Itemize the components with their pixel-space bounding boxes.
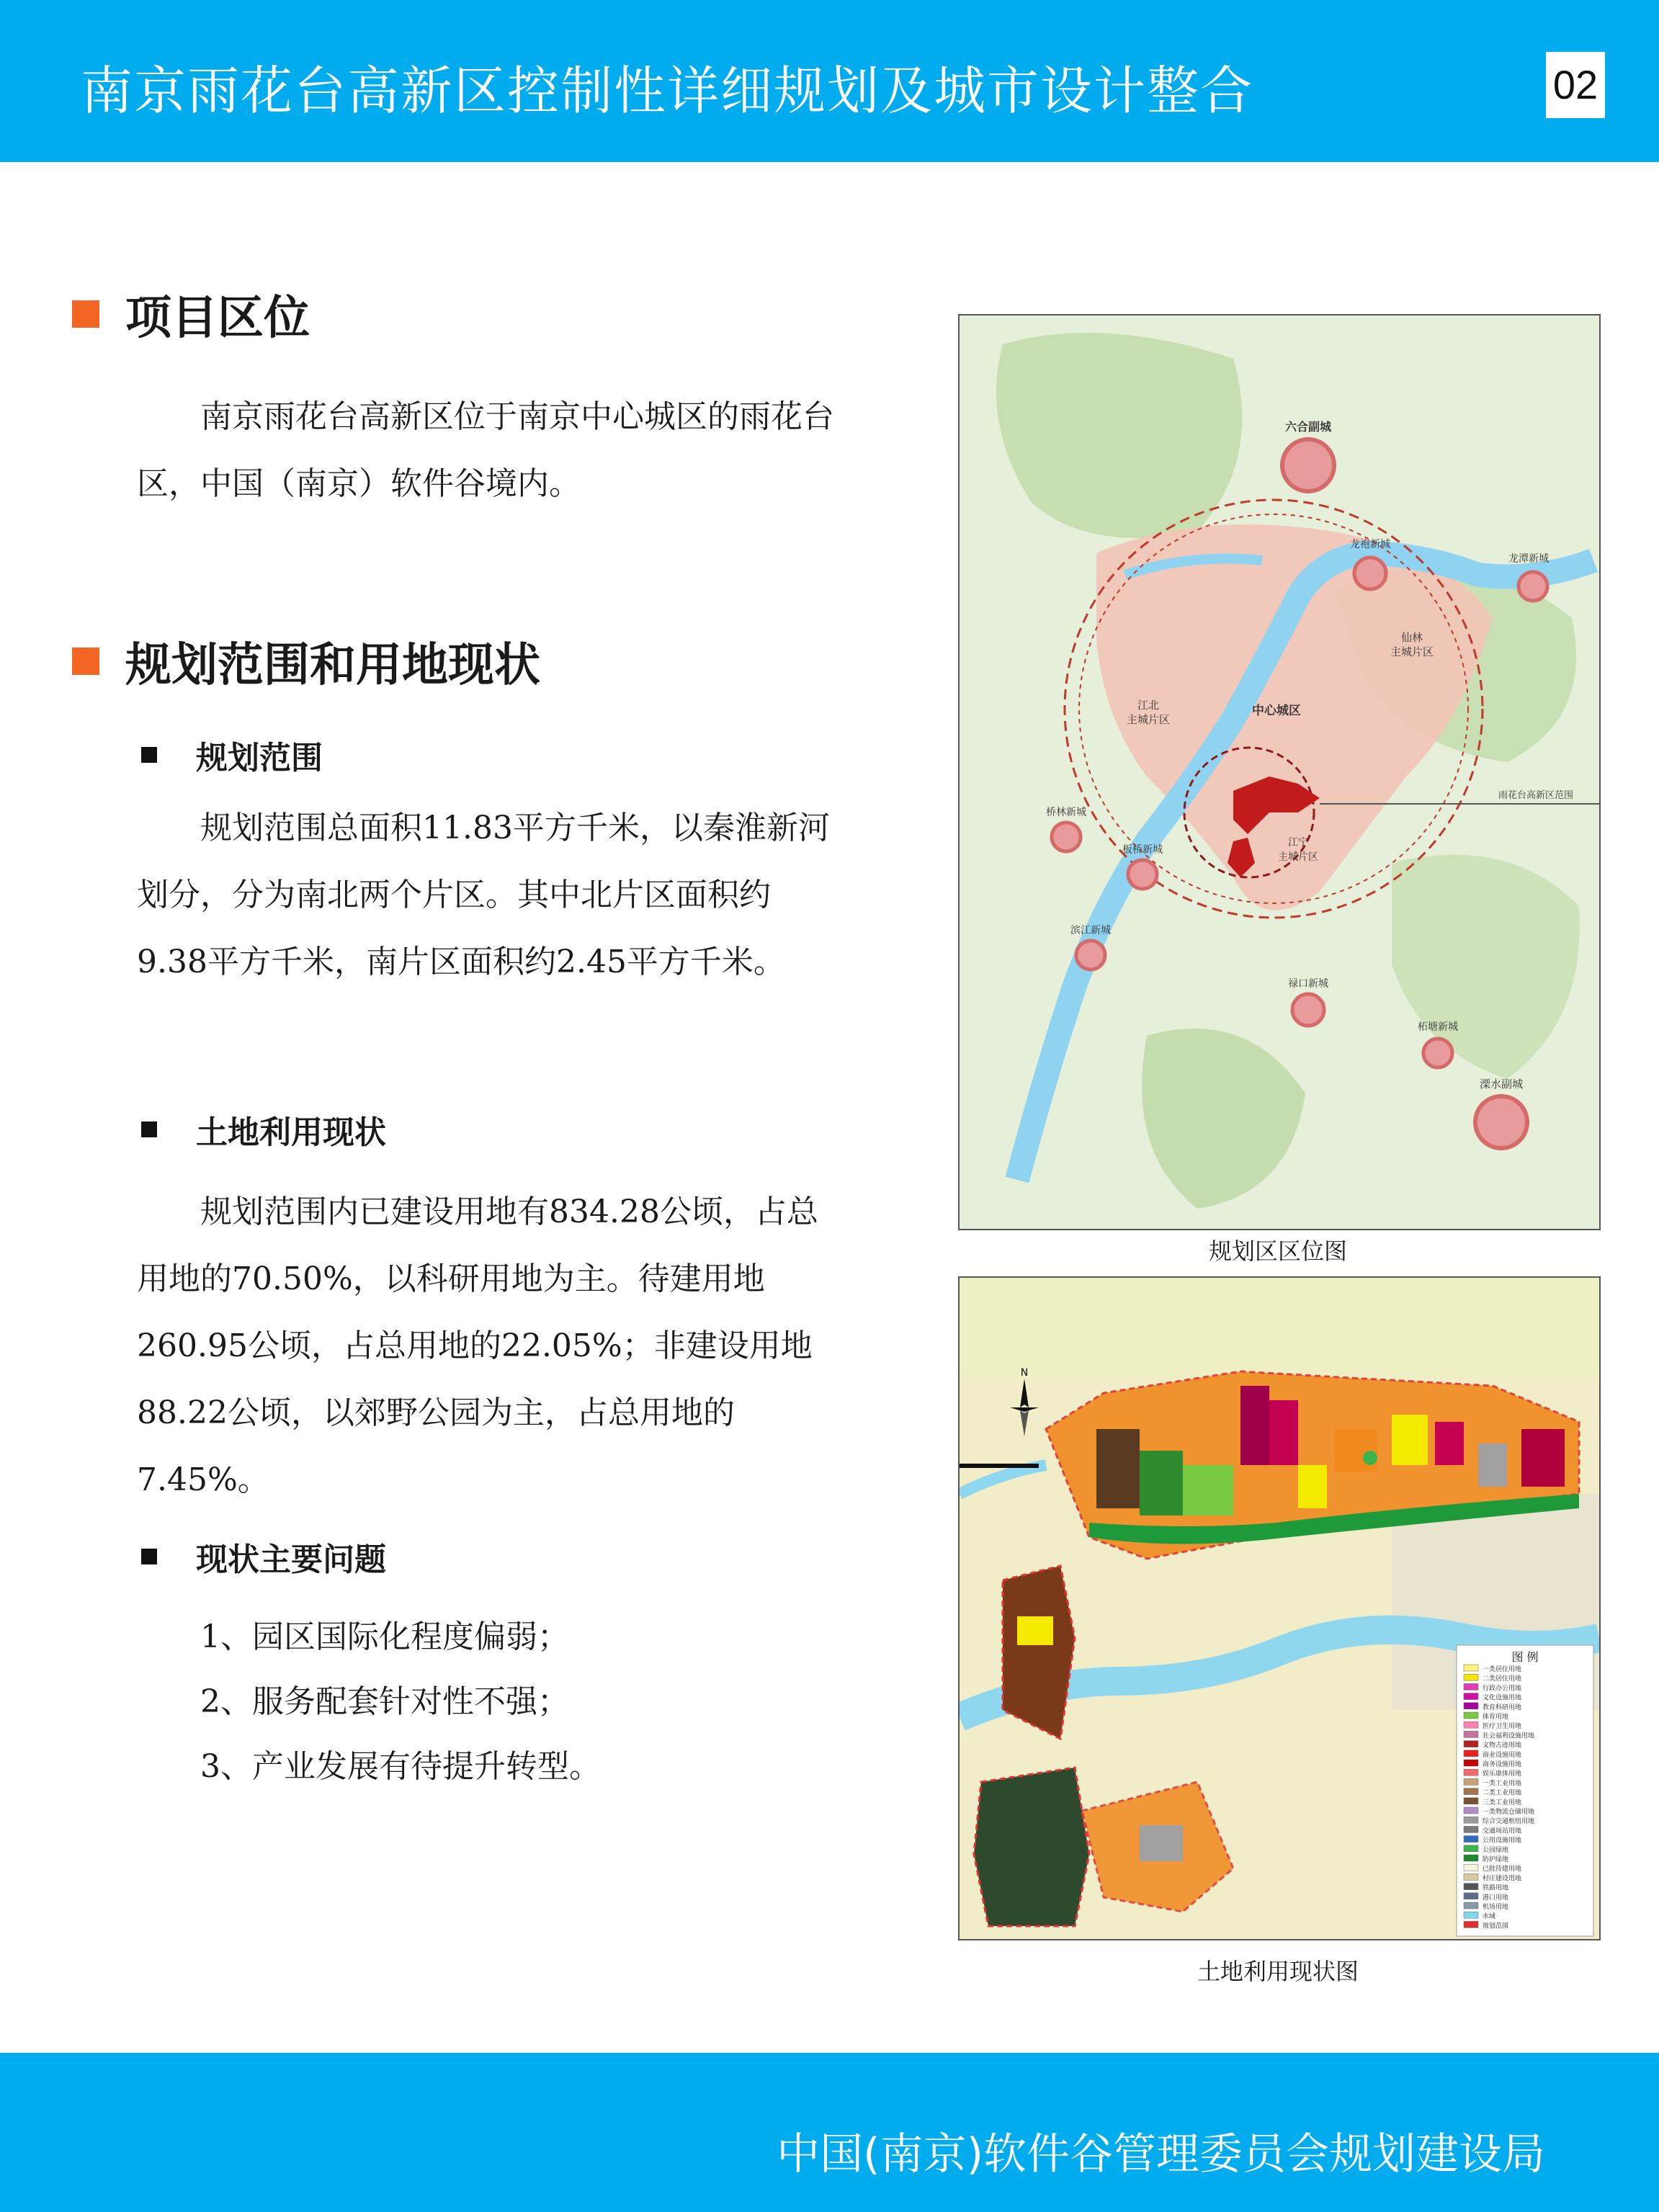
map-label: 柘塘新城	[1418, 1021, 1458, 1033]
legend-label: 医疗卫生用地	[1483, 1723, 1522, 1731]
section-heading-scope: 规划范围和用地现状	[72, 628, 540, 694]
legend-swatch	[1464, 1845, 1478, 1852]
map-label: 主城片区	[1126, 713, 1171, 726]
legend	[1457, 1645, 1593, 1936]
legend-label: 二类工业用地	[1483, 1789, 1522, 1797]
legend-label: 社会福利设施用地	[1483, 1732, 1535, 1740]
problem-item: 2、服务配套针对性不强；	[200, 1683, 569, 1720]
legend-label: 三类工业用地	[1483, 1799, 1522, 1806]
legend-swatch	[1464, 1855, 1478, 1861]
legend-label: 公园绿地	[1483, 1846, 1509, 1854]
legend-label: 交通场站用地	[1483, 1827, 1522, 1835]
bullet-square-icon	[141, 1121, 157, 1137]
subheading-plan-scope: 规划范围	[141, 732, 323, 778]
south-west-zone	[1003, 1566, 1075, 1739]
land-use-map-caption: 土地利用现状图	[1197, 1958, 1359, 1985]
legend-swatch	[1464, 1683, 1478, 1690]
legend-label: 娱乐康体用地	[1483, 1770, 1522, 1778]
legend-swatch	[1464, 1731, 1478, 1737]
luhe-circle	[1282, 439, 1334, 491]
legend-label: 文化设施用地	[1483, 1694, 1522, 1702]
north-label: N	[1020, 1367, 1029, 1379]
location-map	[958, 314, 1601, 1230]
legend-swatch	[1464, 1864, 1478, 1871]
subheading-main-problems: 现状主要问题	[141, 1533, 386, 1580]
footer-organization: 中国(南京)软件谷管理委员会规划建设局	[777, 2129, 1545, 2180]
location-map-caption: 规划区区位图	[1208, 1237, 1347, 1265]
map-label: 龙袍新城	[1350, 539, 1390, 550]
legend-label: 行政办公用地	[1483, 1685, 1522, 1693]
problem-item: 1、园区国际化程度偏弱；	[200, 1618, 569, 1655]
problem-item: 3、产业发展有待提升转型。	[200, 1748, 601, 1785]
map-label: 龙潭新城	[1508, 553, 1549, 565]
bullet-square-icon	[141, 1549, 157, 1564]
subheading-land-use: 土地利用现状	[141, 1106, 386, 1152]
bullet-square-icon	[72, 300, 99, 328]
map-label: 禄口新城	[1288, 978, 1328, 990]
south-zone	[974, 1768, 1089, 1926]
legend-swatch	[1464, 1703, 1478, 1709]
legend-swatch	[1464, 1665, 1478, 1671]
map-label: 溧水副城	[1479, 1078, 1524, 1091]
legend-swatch	[1464, 1912, 1478, 1918]
scale-bar	[960, 1464, 1039, 1468]
legend-label: 机场用地	[1483, 1904, 1509, 1911]
bullet-square-icon	[141, 747, 157, 763]
legend-swatch	[1464, 1760, 1478, 1766]
legend-label: 一类工业用地	[1483, 1780, 1522, 1788]
legend-swatch	[1464, 1921, 1478, 1927]
plan-scope-paragraph: 规划范围总面积11.83平方千米，以秦淮新河划分，分为南北两个片区。其中北片区面积约9.38平方千米，南片区面积约2.45平方千米。	[137, 810, 830, 980]
legend-swatch	[1464, 1798, 1478, 1804]
map-label: 板桥新城	[1122, 844, 1163, 856]
legend-swatch	[1464, 1893, 1478, 1899]
bullet-square-icon	[72, 648, 99, 675]
legend-label: 公用设施用地	[1483, 1837, 1522, 1845]
legend-label: 港口用地	[1483, 1894, 1509, 1902]
legend-label: 一类居住用地	[1483, 1666, 1522, 1673]
legend-swatch	[1464, 1778, 1478, 1785]
legend-swatch	[1464, 1712, 1478, 1719]
legend-swatch	[1464, 1674, 1478, 1680]
legend-label: 一类物流仓储用地	[1483, 1809, 1535, 1816]
legend-label: 综合交通枢纽用地	[1483, 1818, 1535, 1826]
map-label: 雨花台高新区范围	[1498, 790, 1574, 801]
location-paragraph: 南京雨花台高新区位于南京中心城区的雨花台区，中国（南京）软件谷境内。	[137, 398, 834, 502]
legend-swatch	[1464, 1721, 1478, 1728]
map-label: 六合副城	[1284, 420, 1332, 434]
map-label: 中心城区	[1252, 704, 1301, 718]
legend-swatch	[1464, 1750, 1478, 1757]
legend-swatch	[1464, 1693, 1478, 1700]
legend-swatch	[1464, 1836, 1478, 1842]
map-label: 主城片区	[1278, 851, 1318, 863]
legend-label: 水域	[1483, 1913, 1496, 1921]
legend-swatch	[1464, 1769, 1478, 1776]
legend-swatch	[1464, 1817, 1478, 1823]
legend-swatch	[1464, 1807, 1478, 1814]
legend-label: 防护绿地	[1483, 1856, 1509, 1863]
legend-swatch	[1464, 1902, 1478, 1909]
legend-swatch	[1464, 1884, 1478, 1890]
map-label: 江宁	[1288, 837, 1308, 848]
map-label: 滨江新城	[1070, 925, 1111, 936]
legend-swatch	[1464, 1741, 1478, 1747]
document-title: 南京雨花台高新区控制性详细规划及城市设计整合	[81, 61, 1254, 121]
map-label: 桥林新城	[1046, 807, 1086, 818]
legend-label: 体育用地	[1483, 1714, 1509, 1721]
legend-title: 图 例	[1511, 1650, 1539, 1664]
legend-label: 铁路用地	[1483, 1884, 1509, 1892]
legend-swatch	[1464, 1788, 1478, 1795]
land-use-map-graphic	[960, 1278, 1599, 1939]
legend-label: 规划范围	[1483, 1922, 1509, 1930]
section-heading-location: 项目区位	[72, 281, 310, 347]
legend-label: 教育科研用地	[1483, 1703, 1522, 1711]
land-use-paragraph: 规划范围内已建设用地有834.28公顷，占总用地的70.50%，以科研用地为主。待建用地260.95公顷，占总用地的22.05%；非建设用地88.22公顷，以郊野公园为主，占总用地的7.45%。	[137, 1194, 818, 1498]
legend-label: 商业设施用地	[1483, 1751, 1522, 1759]
legend-swatch	[1464, 1826, 1478, 1832]
map-label: 江北	[1137, 699, 1160, 712]
page-header	[0, 0, 1659, 162]
legend-label: 二类居住用地	[1483, 1675, 1522, 1683]
legend-label: 商务设施用地	[1483, 1761, 1522, 1768]
legend-swatch	[1464, 1873, 1478, 1880]
location-map-graphic	[960, 315, 1599, 1229]
legend-label: 村庄建设用地	[1483, 1875, 1522, 1883]
legend-label: 已批待建用地	[1483, 1866, 1522, 1873]
map-label: 仙林	[1400, 631, 1423, 644]
page-number: 02	[1546, 52, 1605, 118]
legend-label: 文物古迹用地	[1483, 1742, 1522, 1750]
map-label: 主城片区	[1390, 645, 1434, 658]
land-use-map	[958, 1276, 1601, 1940]
